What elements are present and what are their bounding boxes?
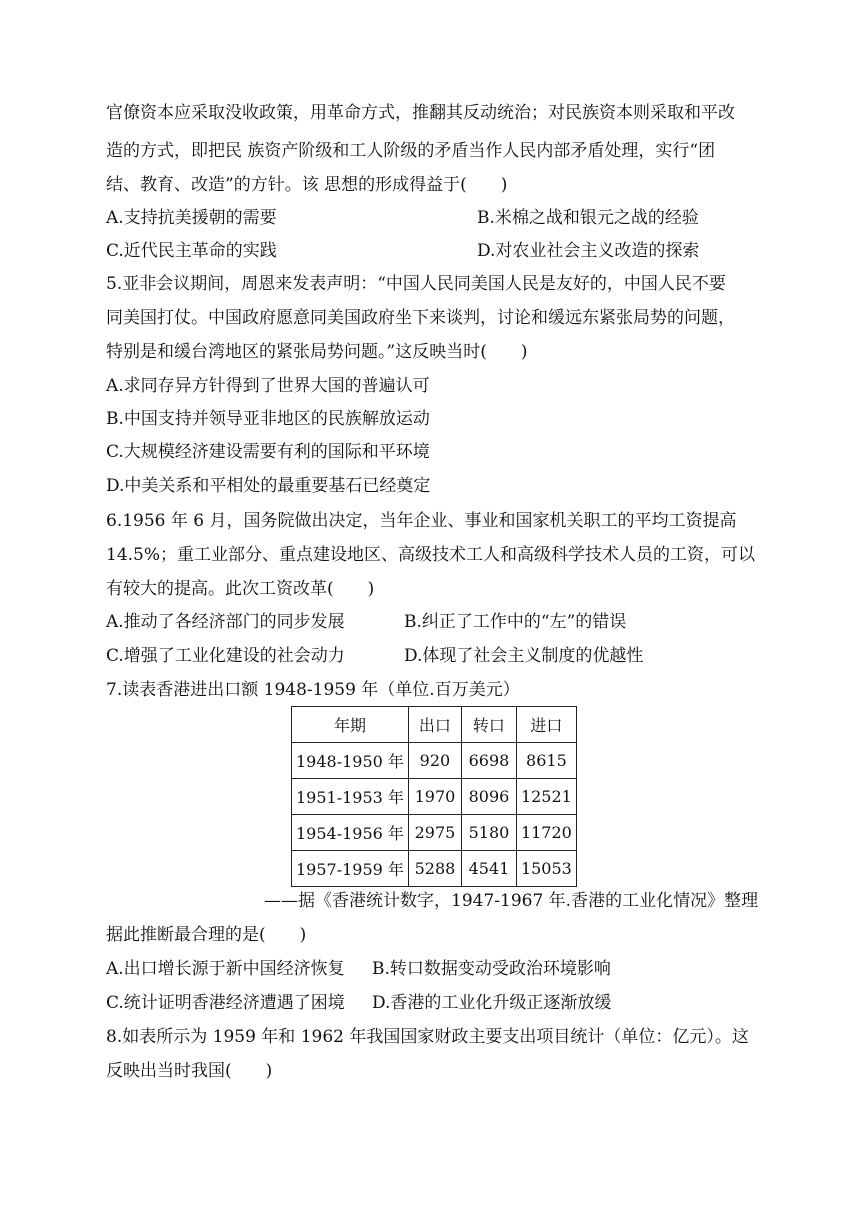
q6-option-b: B.纠正了工作中的“左”的错误 — [404, 612, 627, 632]
q4-option-a: A.支持抗美援朝的需要 — [106, 208, 277, 228]
hong-kong-trade-table — [291, 706, 577, 887]
q5-option-b: B.中国支持并领导亚非地区的民族解放运动 — [106, 409, 430, 429]
q6-stem-line-2: 14.5%；重工业部分、重点建设地区、高级技术工人和高级科学技术人员的工资，可以 — [106, 545, 756, 565]
q8-stem-line-2: 反映出当时我国( ) — [106, 1061, 273, 1081]
table-row — [292, 779, 577, 815]
q7-option-a: A.出口增长源于新中国经济恢复 — [106, 959, 345, 979]
table-header-cell: 年期 — [292, 707, 409, 743]
q7-option-c: C.统计证明香港经济遭遇了困境 — [106, 993, 345, 1013]
table-row — [292, 743, 577, 779]
q5-option-d: D.中美关系和平相处的最重要基石已经奠定 — [106, 476, 431, 496]
q5-stem-line-3: 特别是和缓台湾地区的紧张局势问题。”这反映当时( ) — [106, 342, 528, 362]
q5-stem-line-2: 同美国打仗。中国政府愿意同美国政府坐下来谈判，讨论和缓远东紧张局势的问题， — [106, 308, 735, 328]
table-cell: 8096 — [461, 779, 516, 815]
table-cell: 8615 — [516, 743, 576, 779]
table-cell: 12521 — [516, 779, 576, 815]
table-header-cell: 转口 — [461, 707, 516, 743]
table-cell: 1957-1959 年 — [292, 851, 409, 887]
table-cell: 1948-1950 年 — [292, 743, 409, 779]
table-cell: 1970 — [408, 779, 461, 815]
q6-option-a: A.推动了各经济部门的同步发展 — [106, 612, 345, 632]
table-row — [292, 815, 577, 851]
table-header-row — [292, 707, 577, 743]
table-cell: 15053 — [516, 851, 576, 887]
table-cell: 4541 — [461, 851, 516, 887]
q7-option-d: D.香港的工业化升级正逐渐放缓 — [372, 993, 612, 1013]
q6-option-d: D.体现了社会主义制度的优越性 — [404, 646, 644, 666]
table-cell: 2975 — [408, 815, 461, 851]
q4-stem-line-2: 造的方式，即把民 族资产阶级和工人阶级的矛盾当作人民内部矛盾处理，实行“团 — [106, 141, 716, 161]
q4-option-b: B.米棉之战和银元之战的经验 — [477, 208, 699, 228]
table-cell: 5288 — [408, 851, 461, 887]
table-cell: 6698 — [461, 743, 516, 779]
q7-option-b: B.转口数据变动受政治环境影响 — [372, 959, 611, 979]
q5-option-c: C.大规模经济建设需要有利的国际和平环境 — [106, 442, 430, 462]
table-row — [292, 851, 577, 887]
q4-stem-line-3: 结、教育、改造”的方针。该 思想的形成得益于( ) — [106, 175, 508, 195]
q7-stem: 7.读表香港进出口额 1948-1959 年（单位.百万美元） — [106, 680, 520, 700]
q6-stem-line-3: 有较大的提高。此次工资改革( ) — [106, 579, 375, 599]
table-cell: 11720 — [516, 815, 576, 851]
table-cell: 1954-1956 年 — [292, 815, 409, 851]
table-cell: 920 — [408, 743, 461, 779]
q4-option-d: D.对农业社会主义改造的探索 — [477, 241, 700, 261]
table-header-cell: 进口 — [516, 707, 576, 743]
table-cell: 5180 — [461, 815, 516, 851]
table-header-cell: 出口 — [408, 707, 461, 743]
q6-option-c: C.增强了工业化建设的社会动力 — [106, 646, 345, 666]
q4-stem-line-1: 官僚资本应采取没收政策，用革命方式，推翻其反动统治；对民族资本则采取和平改 — [106, 103, 735, 123]
table-cell: 1951-1953 年 — [292, 779, 409, 815]
q5-stem-line-1: 5.亚非会议期间，周恩来发表声明：“中国人民同美国人民是友好的，中国人民不要 — [106, 274, 726, 294]
table-source-note: ——据《香港统计数字，1947-1967 年.香港的工业化情况》整理 — [264, 891, 759, 911]
q6-stem-line-1: 6.1956 年 6 月，国务院做出决定，当年企业、事业和国家机关职工的平均工资提高 — [106, 511, 737, 531]
q8-stem-line-1: 8.如表所示为 1959 年和 1962 年我国国家财政主要支出项目统计（单位：亿元）。这 — [106, 1027, 749, 1047]
q7-question: 据此推断最合理的是( ) — [106, 925, 307, 945]
q4-option-c: C.近代民主革命的实践 — [106, 241, 277, 261]
q5-option-a: A.求同存异方针得到了世界大国的普遍认可 — [106, 376, 430, 396]
